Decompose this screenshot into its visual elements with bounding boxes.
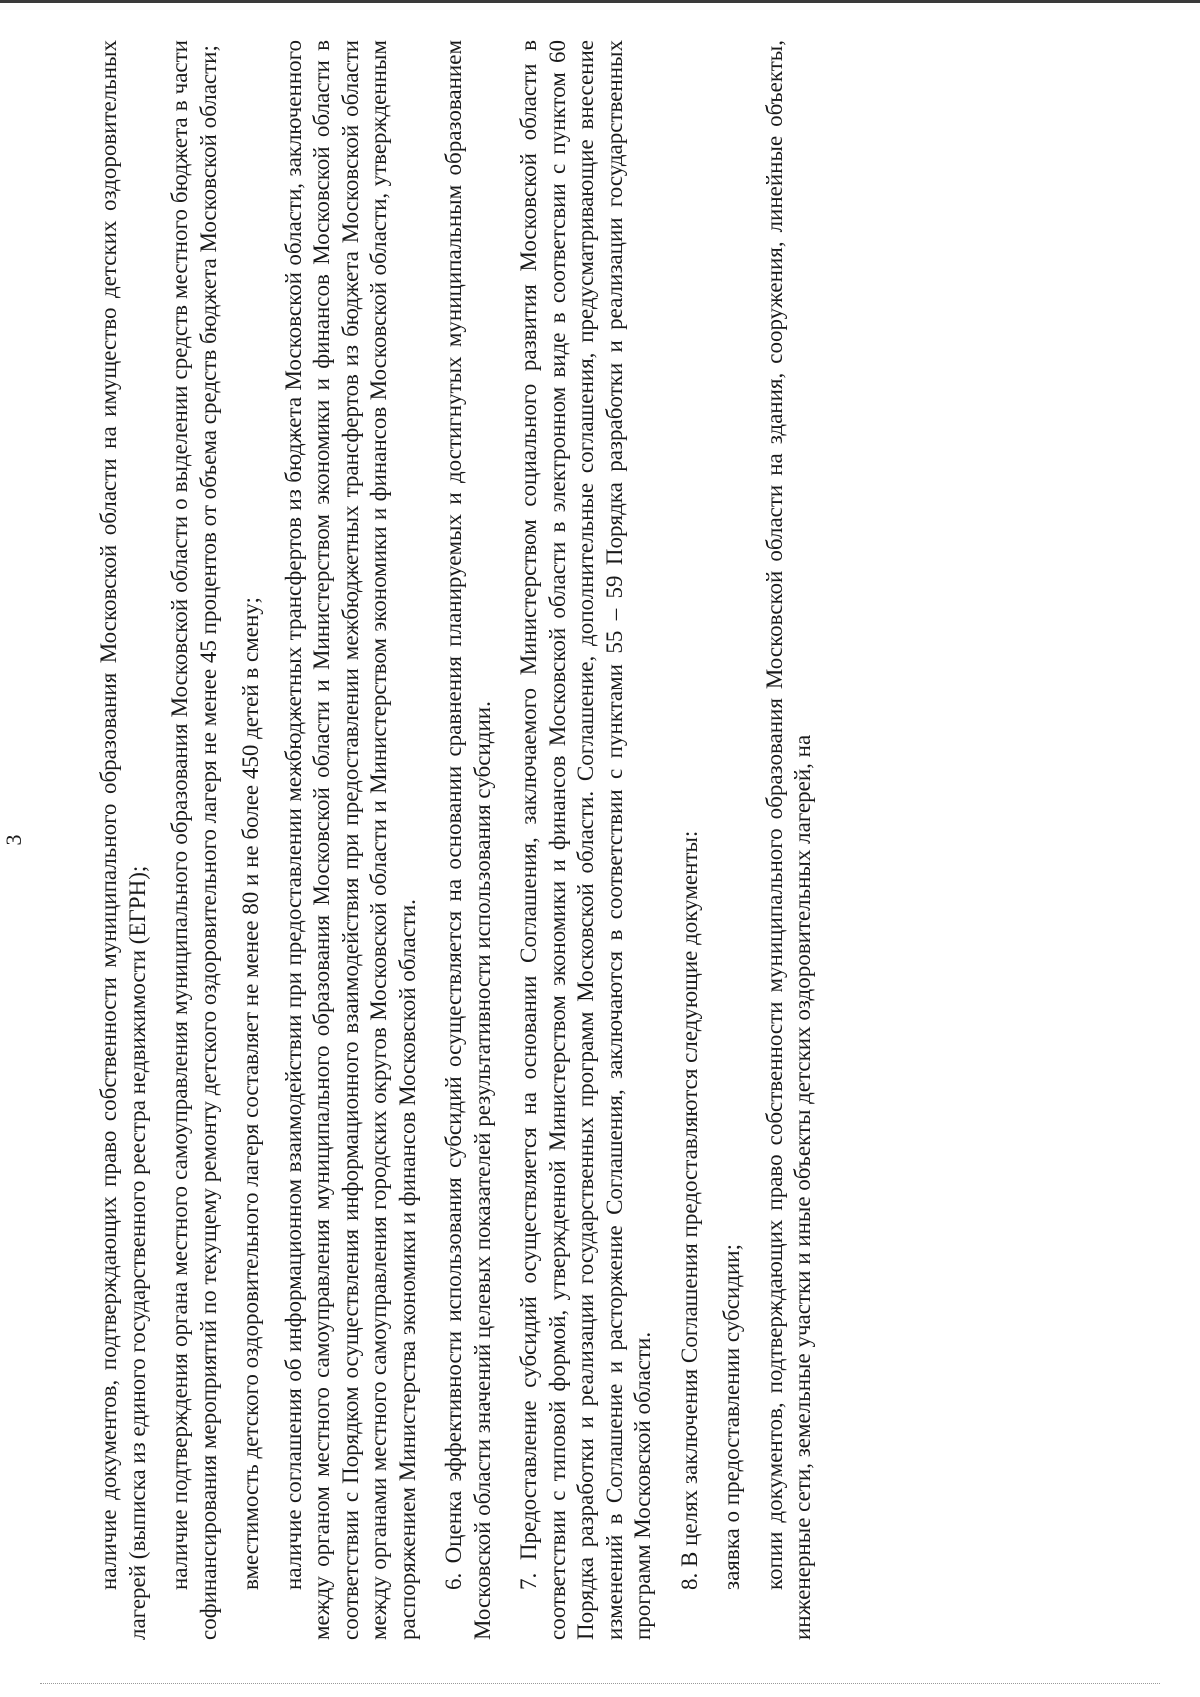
paragraph-camp-capacity: вместимость детского оздоровительного лагеря составляет не менее 80 и не более 450 детей в смену; [238,597,263,1590]
paragraph-ownership-copies: копии документов, подтверждающих право собственности муниципального образования Московской области на здания, сооружения, линейные объекты, инженерные сети, земельные участки и иные объекты детских оздоровительных лагерей, на [761,40,815,1640]
document-body [1,40,1055,1640]
paragraph-cofinancing-confirmation: наличие подтверждения органа местного самоуправления муниципального образования Московской области о выделении средств местного бюджета в части софинансирования мероприятий по текущему ремонту детского оздоровительного лагеря не менее 45 процентов от объема средств бюджета Московской области; [167,40,221,1640]
paragraph-information-agreement: наличие соглашения об информационном взаимодействии при предоставлении межбюджетных трансфертов из бюджета Московской области, заключенного между органом местного самоуправления муниципального образования Московской области и Министерством экономики и финансов Московской области в соответствии с Порядком осуществления информационного взаимодействия при предоставлении межбюджетных трансфертов из бюджета Московской области между органами местного самоуправления городских округов Московской области и Министерством экономики и финансов Московской области, утвержденным распоряжением Министерства экономики и финансов Московской области. [280,40,420,1640]
page-number: 3 [1,834,26,846]
paragraph-ownership-documents: наличие документов, подтверждающих право собственности муниципального образования Московской области на имущество детских оздоровительных лагерей (выписка из единого государственного реестра недвижимости (ЕГРН); [96,40,150,1640]
scan-edge-top [0,0,1200,3]
paragraph-application: заявка о предоставлении субсидии; [719,1244,744,1590]
rotated-page [1,40,1055,1640]
paragraph-item-7-agreement: 7. Предоставление субсидий осуществляется на основании Соглашения, заключаемого Министерством социального развития Московской области в соответствии с типовой формой, утвержденной Министерством экономики и финансов Московской области в электронном виде в соответсвии с пунктом 60 Порядка разработки и реализации государственных программ Московской области. Соглашение, дополнительные соглашения, предусматривающие внесение изменений в Соглашение и расторжение Соглашения, заключаются в соответствии с пунктами 55 – 59 Порядка разработки и реализации государственных программ Московской области. [516,40,655,1640]
scan-edge-bottom [40,1683,1160,1685]
paragraph-item-6-efficiency: 6. Оценка эффективности использования субсидий осуществляется на основании сравнения планируемых и достигнутых муниципальным образованием Московской области значений целевых показателей результативности использования субсидии. [441,40,495,1640]
paragraph-item-8-documents: 8. В целях заключения Соглашения предоставляются следующие документы: [676,830,702,1590]
